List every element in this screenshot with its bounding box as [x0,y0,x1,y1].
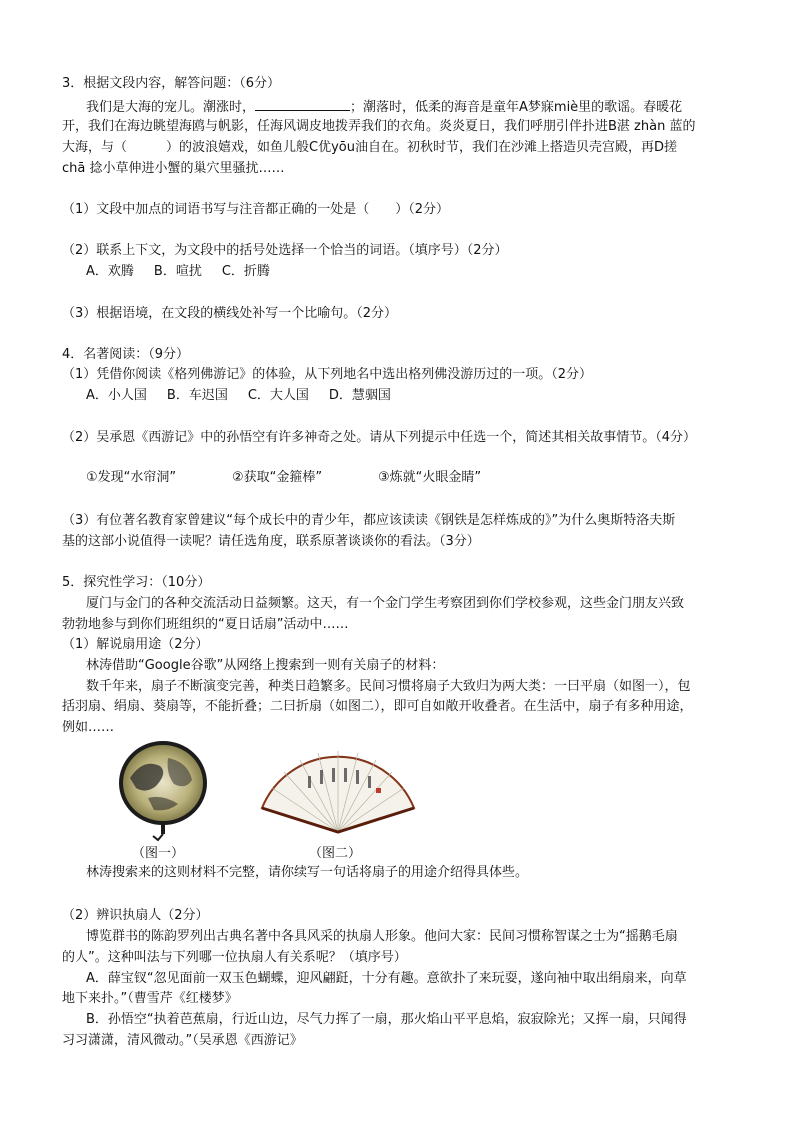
q5-title: 5．探究性学习：（10分） [62,575,211,590]
q3-para-line1: 我们是大海的宠儿。潮涨时， ；潮落时，低柔的海音是童年A梦寐miè里的歌谣。春暖花 [86,100,683,115]
q4-hint-3: ③炼就“火眼金睛” [378,470,482,485]
q3-para-line2: 开，我们在海边眺望海鸥与帆影，任海风调皮地拨弄我们的衣角。炎炎夏日，我们呼朋引伴扑进B湛 zhàn 蓝的 [62,119,696,134]
q5-option-b-line1: B．孙悟空“执着芭蕉扇，行近山边，尽气力挥了一扇，那火焰山平平息焰，寂寂除光；又挥一扇，只闻得 [86,1012,687,1027]
option-b: B．车迟国 [166,388,228,403]
q5-option-b-line2: 习习潇潇，清风微动。”（吴承恩《西游记》 [62,1033,303,1048]
option-c: C．大人国 [247,388,309,403]
q5-sub2: （2）辨识执扇人（2分） [62,908,209,923]
q4-sub1: （1）凭借你阅读《格列佛游记》的体验，从下列地名中选出格列佛没游历过的一项。（2分） [62,367,593,382]
option-d: D．慧骃国 [328,388,391,403]
q4-title: 4．名著阅读：（9分） [62,347,190,362]
fill-in-blank[interactable] [255,98,350,111]
q3-sub1: （1）文段中加点的词语书写与注音都正确的一处是（ ）（2分） [62,202,450,217]
q5-sub1: （1）解说扇用途（2分） [62,637,209,652]
q5-intro-line2: 勃勃地参与到你们班组织的“夏日话扇”活动中…… [62,617,349,632]
q5-sub1-line1: 林涛借助“Google谷歌”从网络上搜索到一则有关扇子的材料： [86,658,445,673]
q5-sub2-line2: 的人”。这种叫法与下列哪一位执扇人有关系呢？（填序号） [62,950,407,965]
folding-fan-image [258,748,418,836]
option-a: A．小人国 [86,388,147,403]
q5-sub1-task: 林涛搜索来的这则材料不完整，请你续写一句话将扇子的用途介绍得具体些。 [86,865,529,880]
q5-option-a-line1: A．薛宝钗“忽见面前一双玉色蝴蝶，迎风翩跹，十分有趣。意欲扑了来玩耍，遂向袖中取出绢扇来，向草 [86,971,687,986]
option-b: B．喧扰 [153,264,202,279]
q5-option-a-line2: 地下来扑。”（曹雪芹《红楼梦》 [62,991,238,1006]
q3-sub3: （3）根据语境，在文段的横线处补写一个比喻句。（2分） [62,306,398,321]
option-c: C．折腾 [221,264,270,279]
q4-sub3-line1: （3）有位著名教育家曾建议“每个成长中的青少年，都应该读读《钢铁是怎样炼成的》”为什么奥斯特洛夫斯 [62,513,676,528]
q4-sub1-options [86,388,411,404]
q4-hint-2: ②获取“金箍棒” [232,470,323,485]
q3-sub2: （2）联系上下文，为文段中的括号处选择一个恰当的词语。（填序号）（2分） [62,243,508,258]
q4-sub2: （2）吴承恩《西游记》中的孙悟空有许多神奇之处。请从下列提示中任选一个，简述其相关故事情节。（4分） [62,430,697,445]
q5-sub1-line3: 括羽扇、绢扇、葵扇等，不能折叠；二曰折扇（如图二），即可自如敞开收叠者。在生活中，扇子有多种用途， [62,699,693,714]
q3-para-line3: 大海，与（ ）的波浪嬉戏，如鱼儿般C优yōu油自在。初秋时节，我们在沙滩上搭造贝壳宫殿，再D搓 [62,140,677,155]
q4-hint-1: ①发现“水帘洞” [86,470,177,485]
q5-intro-line1: 厦门与金门的各种交流活动日益频繁。这天，有一个金门学生考察团到你们学校参观，这些金门朋友兴致 [86,596,685,611]
q3-sub2-options [86,264,290,280]
round-fan-image [108,738,218,844]
q4-sub3-line2: 基的这部小说值得一读呢？请任选角度，联系原著谈谈你的看法。（3分） [62,534,480,549]
option-a: A．欢腾 [86,264,134,279]
figure1-caption: （图一） [132,846,185,861]
q3-title: 3．根据文段内容，解答问题：（6分） [62,76,281,91]
q5-sub1-line2: 数千年来，扇子不断演变完善，种类日趋繁多。民间习惯将扇子大致归为两大类：一曰平扇（如图一），包 [86,679,691,694]
q3-para-line4: chā 捻小草伸进小蟹的巢穴里骚扰…… [62,161,285,176]
q5-sub1-line4: 例如…… [62,720,115,735]
q5-sub2-line1: 博览群书的陈韵罗列出古典名著中各具风采的执扇人形象。他问大家：民间习惯称智谋之士为“摇鹅毛扇 [86,929,678,944]
figure2-caption: （图二） [309,846,362,861]
